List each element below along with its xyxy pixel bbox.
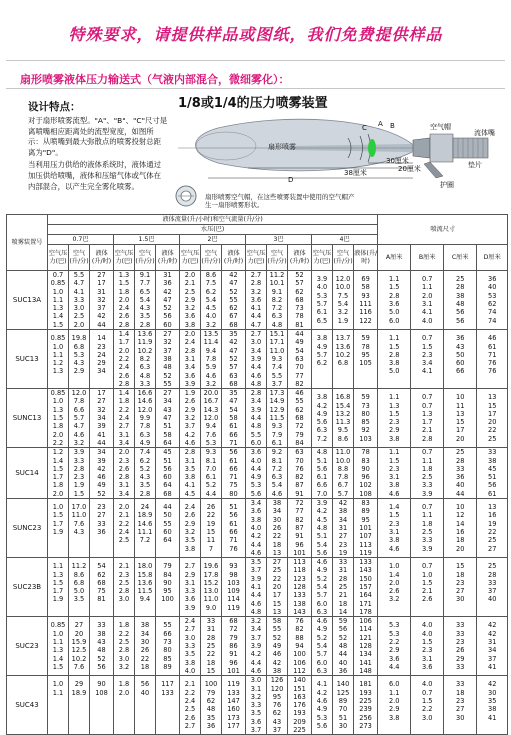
header-spray-column: B厘米	[411, 245, 444, 271]
spray-size-cell: 13 15 17 20 22 25	[477, 389, 508, 448]
header-column: 空气(升/分)	[201, 245, 222, 271]
spray-size-cell: 36 40 53 62 74 74	[477, 271, 508, 330]
spray-size-cell: 5.3 5.3 2.2 2.9 3.6 4.4	[378, 617, 411, 676]
diagram-title: 1/8或1/4的压力喷雾装置	[178, 96, 328, 111]
header-column: 空气(升/分)	[333, 245, 354, 271]
data-cell: 9.2 8.1 7.2 6.3 5.4 4.6	[267, 448, 288, 499]
data-cell: 3.4 3.6 3.8 4.0 4.2 4.4 4.6	[246, 499, 267, 558]
model-cell: SUC14	[7, 448, 48, 499]
performance-table-container	[6, 214, 505, 735]
data-cell: 38 34 30 26 22 18	[135, 617, 156, 676]
data-cell: 1.0 1.1	[48, 676, 69, 735]
spray-size-cell: 25 28 33 36 40 44	[444, 448, 477, 499]
air-cap-caption: 扇形喷雾空气帽，在这些喷雾装置中使用的空气帽产生一扇形喷雾形状。	[205, 193, 355, 209]
data-cell: 31 36 42 47 52 56 60	[156, 271, 180, 330]
model-cell: SUC23	[7, 617, 48, 676]
data-cell: 3.9 4.2 4.5 4.8 5.1 5.4 5.6	[312, 499, 333, 558]
data-cell: 106 114 121 128 134 141 148	[354, 617, 378, 676]
data-cell: 3.5 3.7 3.9 4.1 4.4 4.6 4.8	[246, 558, 267, 617]
data-cell: 4.1 4.2 4.6 4.9 5.3 5.6	[312, 676, 333, 735]
label-distance-20: 20厘米	[398, 165, 421, 173]
data-cell: 1.8 2.0	[114, 676, 135, 735]
table-section-row	[7, 617, 508, 676]
data-cell: 42 38 34 31 27 23 19	[333, 499, 354, 558]
table-section-row	[7, 676, 508, 735]
data-cell: 20.0 16.7 14.3 12.0 9.4 7.6 5.3	[201, 389, 222, 448]
data-cell: 13.5 11.4 9.4 7.8 5.9 4.6 3.2	[201, 330, 222, 389]
data-cell: 44 50 55 60 64	[156, 499, 180, 558]
header-column: 空气压力(巴)	[114, 245, 135, 271]
data-cell: 0.85 1.0 1.1 1.3 1.4 1.5	[48, 617, 69, 676]
air-cap-icon	[172, 184, 202, 208]
performance-table	[6, 214, 508, 735]
spray-size-cell: 33 18 23 27 30	[444, 676, 477, 735]
header-column: 液体(升/时)	[222, 245, 246, 271]
header-column: 空气压力(巴)	[246, 245, 267, 271]
data-cell: 0.85 1.0 1.3 1.5 1.8 2.0 2.2	[48, 389, 69, 448]
data-cell: 38 34 30 26 22 18 13	[267, 499, 288, 558]
header-pressure-group: 3巴	[246, 235, 312, 245]
header-column: 液体(升/时)	[156, 245, 180, 271]
data-cell: 18.0 15.8 13.6 11.5 9.4	[135, 558, 156, 617]
spray-size-cell: 1.1 1.5 2.8 3.6 5.0 6.0	[378, 271, 411, 330]
data-cell: 1.8 2.2 2.5 2.8 3.0 3.2	[114, 617, 135, 676]
model-cell: SUNC23	[7, 499, 48, 558]
data-cell: 58 55 52 49 46 42 38	[267, 617, 288, 676]
spray-size-cell: 1.4 1.5 2.3 3.1 3.8 4.6	[378, 499, 411, 558]
data-cell: 52 57 62 68 73 78 81	[288, 271, 312, 330]
header-water-pressure: 水压(巴)	[48, 225, 378, 235]
spray-size-cell: 46 61 71 76 76	[477, 330, 508, 389]
header-pressure-group: 4巴	[312, 235, 378, 245]
data-cell: 2.1 2.3 2.5 2.8 3.0	[114, 558, 135, 617]
data-cell: 1.3 1.5 1.8 2.0 2.4 2.6 2.8	[114, 271, 135, 330]
table-section-row	[7, 558, 508, 617]
model-cell: SUC13A	[7, 271, 48, 330]
header-pressure-group: 1.5巴	[114, 235, 180, 245]
data-cell: 2.4 2.7 3.0 3.3 3.5 3.8 4.0	[180, 617, 201, 676]
label-b: B	[390, 122, 395, 130]
header-column: 空气(升/分)	[135, 245, 156, 271]
data-cell: 119 133 147 160 173 177	[222, 676, 246, 735]
spray-size-cell: 10 11 13 15 17 20	[444, 389, 477, 448]
label-c: C	[362, 124, 367, 132]
data-cell: 54 62 68 75 81	[90, 558, 114, 617]
spray-size-cell: 6.0 1.1 2.0 2.9 3.8	[378, 676, 411, 735]
data-cell: 14 23 24 29 34	[90, 330, 114, 389]
data-cell: 51 56 61 66 71 76	[222, 499, 246, 558]
table-section-row	[7, 448, 508, 499]
data-cell: 33 38 43 48 52 56	[90, 617, 114, 676]
data-cell: 56 40	[135, 676, 156, 735]
data-cell: 2.0 2.4 2.8 3.1 3.4 3.6 3.9	[180, 330, 201, 389]
data-cell: 2.4 2.6 2.9 3.2 3.5 3.8	[180, 499, 201, 558]
data-cell: 26 22 19 15 11 7	[201, 499, 222, 558]
data-cell: 12.0 10.0 7.5 5.4 3.2 1.9	[333, 271, 354, 330]
data-cell: 35 42 47 52 57 63 68	[222, 330, 246, 389]
data-cell: 2.8 3.1 3.5 3.8 4.1 4.5	[180, 448, 201, 499]
data-cell: 113 118 123 128 133 138 143	[288, 558, 312, 617]
data-cell: 15.1 17.1 11.0 9.3 7.4 5.5 3.7	[267, 330, 288, 389]
spray-size-cell: 0.7 1.1 1.8 2.5 3.3 3.9	[411, 499, 444, 558]
spray-size-cell: 33 33 23 26 29 33	[444, 617, 477, 676]
data-cell: 2.7 3.0 3.4 3.9 4.4 4.6 4.8	[246, 330, 267, 389]
label-nozzle: 流体嘴	[474, 129, 495, 137]
data-cell: 2.1 2.2 2.4 2.5 2.6 2.7	[180, 676, 201, 735]
data-cell: 117 133	[156, 676, 180, 735]
data-cell: 33 31 28 25 22 18 15	[201, 617, 222, 676]
data-cell: 3.9 4.0 5.3 5.7 6.1 6.5	[312, 271, 333, 330]
data-cell: 16.8 15.4 13.2 11.3 9.5 8.6	[333, 389, 354, 448]
spray-size-cell: 25 28 38 48 56 56	[444, 271, 477, 330]
data-cell: 8.6 7.5 6.2 5.4 4.5 4.0 3.2	[201, 271, 222, 330]
spray-size-cell: 0.7 1.5 2.3 3.4 4.1	[411, 330, 444, 389]
banner	[0, 0, 511, 60]
header-column: 液体(升/时)	[288, 245, 312, 271]
data-cell: 78 83 90 96 102 108	[354, 448, 378, 499]
data-cell: 16.6 14.6 12.0 9.9 7.8 6.3 4.9	[135, 389, 156, 448]
data-cell: 1.2 1.4 1.5 1.7 1.8 2.0	[48, 448, 69, 499]
header-spray-column: C厘米	[444, 245, 477, 271]
model-cell: SUC43	[7, 676, 48, 735]
data-cell: 45 51 56 60 64 68	[156, 448, 180, 499]
data-cell: 19.6 17.8 15.2 13.0 11.0 9.0	[201, 558, 222, 617]
data-cell: 3.9 3.3 2.8 2.3 1.9 1.5	[69, 448, 90, 499]
data-cell: 4.8 5.1 5.6 6.1 6.6 7.0	[312, 448, 333, 499]
spray-size-cell: 1.1 1.5 2.3 3.1 3.8 4.6	[378, 448, 411, 499]
data-cell: 140 125 89 70 51 30	[333, 676, 354, 735]
spray-size-cell: 10 12 14 16 18 20	[444, 499, 477, 558]
spray-size-cell: 0.7 0.7 1.3 1.7 2.1 2.8	[411, 389, 444, 448]
data-cell: 126 120 95 76 62 43 37	[267, 676, 288, 735]
features-heading: 设计特点：	[28, 101, 81, 113]
spray-size-cell: 13 16 19 22 25 27	[477, 499, 508, 558]
header-model: 喷雾装置号	[7, 215, 48, 271]
label-air-cap: 空气帽	[430, 123, 451, 131]
data-cell: 34 39 42 46 49 52	[90, 448, 114, 499]
data-cell: 12.0 7.8 6.6 5.7 4.7 4.6 3.2	[69, 389, 90, 448]
data-cell: 83 89 95 101 107 113 119	[354, 499, 378, 558]
data-cell: 2.8 3.4 3.9 4.4 4.8 5.5 6.0	[246, 389, 267, 448]
features-paragraph-2: 当利用压力供给的液体系统时，液体通过加压供给喷嘴，液体和压缩气体或气体在内部混合，以产生完全雾化喷雾。	[28, 160, 162, 191]
data-cell: 56 61 66 71 75 80	[222, 448, 246, 499]
spray-size-cell: 25 28 33 37 40	[477, 558, 508, 617]
data-cell: 1.9 2.6 2.9 3.2 3.7 4.2 4.6	[180, 389, 201, 448]
label-a: A	[378, 120, 383, 128]
label-distance-38: 38厘米	[344, 169, 367, 177]
banner-text: 特殊要求，请提供样品或图纸，我们免费提供样品	[68, 25, 443, 44]
model-cell: SUC13	[7, 330, 48, 389]
data-cell: 2.0 2.3 2.6 2.8 3.1 3.4	[114, 448, 135, 499]
data-cell: 1.1 1.3 1.5 1.7 1.9	[48, 558, 69, 617]
data-cell: 19.8 6.8 5.3 4.3 2.9	[69, 330, 90, 389]
header-pressure-group: 2巴	[180, 235, 246, 245]
data-cell: 72 77 82 87 91 96 101	[288, 499, 312, 558]
data-cell: 55 66 73 80 85 89	[156, 617, 180, 676]
data-cell: 17.3 14.9 12.9 11.5 9.3 7.9 6.1	[267, 389, 288, 448]
header-column: 空气(升/分)	[69, 245, 90, 271]
data-cell: 23 27 33 36	[90, 499, 114, 558]
data-cell: 133 143 150 157 164 171 178	[354, 558, 378, 617]
label-retainer: 护圈	[440, 181, 454, 189]
header-column: 空气压力(巴)	[48, 245, 69, 271]
data-cell: 63 70 76 82 87 91	[288, 448, 312, 499]
data-cell: 79 84 90 95 100	[156, 558, 180, 617]
spray-size-cell: 15 18 23 27 30	[444, 558, 477, 617]
data-cell: 100 79 62 48 35 36	[201, 676, 222, 735]
data-cell: 4.6 4.9 5.2 5.4 5.7 6.0 6.3	[312, 558, 333, 617]
data-cell: 2.0 2.1 2.5 2.9 3.2 3.6 3.8	[180, 271, 201, 330]
spray-size-cell: 36 43 50 60 66	[444, 330, 477, 389]
label-fan: 扇形喷雾	[268, 143, 296, 151]
header-spray-size: 喷流尺寸	[378, 215, 508, 245]
data-cell: 90 108	[90, 676, 114, 735]
data-cell: 59 73 80 85 92 103	[354, 389, 378, 448]
data-cell: 27 32 37 38 48 52 55	[156, 330, 180, 389]
data-cell: 4.6 4.9 5.2 5.4 5.7 6.0 6.3	[312, 617, 333, 676]
data-cell: 5.5 4.7 4.1 3.3 3.0 2.5 2.0	[69, 271, 90, 330]
data-cell: 44 49 54 63 70 77 82	[288, 330, 312, 389]
table-section-row	[7, 271, 508, 330]
model-cell: SUNC13	[7, 389, 48, 448]
data-cell: 0.85 1.0 1.1 1.2 1.3	[48, 330, 69, 389]
spray-size-cell: 1.1 1.3 1.5 2.3 2.9 3.8	[378, 389, 411, 448]
data-cell: 17 27 32 34 39 41 44	[90, 389, 114, 448]
spray-size-cell: 42 42 31 34 37 41	[477, 617, 508, 676]
design-features	[28, 99, 168, 194]
data-cell: 0.7 0.85 1.0 1.1 1.3 1.4 1.5	[48, 271, 69, 330]
table-section-row	[7, 499, 508, 558]
table-section-row	[7, 330, 508, 389]
data-cell: 29 18.9	[69, 676, 90, 735]
data-cell: 27 25 22 20 17 15 13	[267, 558, 288, 617]
data-cell: 2.7 2.8 3.2 3.6 4.1 4.4 4.7	[246, 271, 267, 330]
spray-size-cell: 33 38 45 51 56 61	[477, 448, 508, 499]
data-cell: 140 151 163 176 193 209 225	[288, 676, 312, 735]
divider-section	[6, 88, 505, 89]
header-spray-column: D厘米	[477, 245, 508, 271]
data-cell: 46 55 62 68 72 79 84	[288, 389, 312, 448]
data-cell: 1.4 1.7 2.0 2.2 2.4 2.6 2.8	[114, 330, 135, 389]
data-cell: 9.3 8.1 7.0 6.1 5.2 4.4	[201, 448, 222, 499]
data-cell: 3.2 3.4 3.7 3.9 4.2 4.4 4.6	[246, 617, 267, 676]
data-cell: 24 18.9 14.6 11.1 7.2	[135, 499, 156, 558]
spray-size-cell: 0.7 1.0 1.5 2.1 2.6	[411, 558, 444, 617]
header-column: 液体(升/时)	[354, 245, 378, 271]
data-cell: 11.2 8.6 6.8 5.0 3.5	[69, 558, 90, 617]
spray-size-cell: 4.0 0.7 1.5 2.2 3.0	[411, 676, 444, 735]
data-cell: 3.0 3.1 3.2 3.3 3.5 3.6 3.7	[246, 676, 267, 735]
data-cell: 9.1 7.7 6.5 5.4 4.3 3.5 2.8	[135, 271, 156, 330]
data-cell: 2.0 2.1 2.2 2.4 2.5	[114, 499, 135, 558]
data-cell: 13.7 13.6 10.2 6.8	[333, 330, 354, 389]
data-cell: 11.0 10.0 8.8 7.8 6.7 5.7	[333, 448, 354, 499]
data-cell: 17.0 11.0 7.6 4.3	[69, 499, 90, 558]
data-cell: 69 58 93 111 116 122	[354, 271, 378, 330]
header-pressure-group: 0.7巴	[48, 235, 114, 245]
data-cell: 2.7 2.9 3.1 3.3 3.6 3.9	[180, 558, 201, 617]
data-cell: 27 17 31 32 37 42 44	[90, 271, 114, 330]
data-cell: 13.6 11.9 10.2 8.2 6.3 4.8 3.3	[135, 330, 156, 389]
spray-size-cell: 0.7 1.1 2.0 3.1 4.1 4.0	[411, 271, 444, 330]
spray-size-cell: 42 30 35 38 41	[477, 676, 508, 735]
data-cell: 3.8 4.9 5.7 6.2	[312, 330, 333, 389]
spray-size-cell: 1.0 1.4 2.0 2.6 3.2	[378, 558, 411, 617]
data-cell: 68 72 79 86 91 96 101	[222, 617, 246, 676]
data-cell: 1.0 1.5 1.7 1.9	[48, 499, 69, 558]
spray-size-cell: 0.7 1.1 1.8 2.5 3.3 3.9	[411, 448, 444, 499]
features-paragraph-1: 对于扇形喷雾流型。"A"、"B"、"C"尺寸是离喷嘴相应距离处的流型宽度，如图所示：从喷嘴到最大弥散点的喷雾投射总距离为"D"。	[28, 116, 168, 157]
label-d: D	[288, 176, 294, 184]
label-distance-30: 30厘米	[386, 157, 409, 165]
data-cell: 1.4 1.8 2.2 2.4 2.7 3.1 3.4	[114, 389, 135, 448]
table-section-row	[7, 389, 508, 448]
spray-size-cell: 1.1 1.5 2.8 3.8 5.0	[378, 330, 411, 389]
spray-size-cell: 4.0 4.0 1.5 2.3 3.1 3.6	[411, 617, 444, 676]
label-gasket: 垫片	[468, 161, 482, 169]
model-cell: SUC23B	[7, 558, 48, 617]
data-cell: 27 34 43 47 51 58 64	[156, 389, 180, 448]
data-cell: 181 193 225 239 256 273	[354, 676, 378, 735]
data-cell: 27 20 15.9 12.5 10.2 7.6	[69, 617, 90, 676]
data-cell: 76 82 88 94 100 106 112	[288, 617, 312, 676]
data-cell: 33 31 28 25 21 18 14	[333, 558, 354, 617]
data-cell: 35 47 54 58 61 66 71	[222, 389, 246, 448]
data-cell: 59 78 95 105	[354, 330, 378, 389]
data-cell: 7.4 6.2 5.2 4.3 3.5 2.8	[135, 448, 156, 499]
header-column: 空气压力(巴)	[180, 245, 201, 271]
header-spray-column: A厘米	[378, 245, 411, 271]
data-cell: 11.2 10.1 9.1 8.2 7.2 6.3 4.8	[267, 271, 288, 330]
data-cell: 42 47 52 55 62 67 68	[222, 271, 246, 330]
data-cell: 3.8 4.2 4.9 5.6 6.3 7.2	[312, 389, 333, 448]
section-title: 扇形喷雾液体压力输送式（气液内部混合，微细雾化）：	[20, 73, 290, 86]
header-column: 空气压力(巴)	[312, 245, 333, 271]
data-cell: 59 56 52 48 44 40 36	[333, 617, 354, 676]
data-cell: 3.6 4.0 4.4 4.9 5.3 5.6	[246, 448, 267, 499]
header-column: 液体(升/时)	[90, 245, 114, 271]
header-column: 空气(升/分)	[267, 245, 288, 271]
header-flow: 液体流量(升/小时)和空气流量(升/分)	[48, 215, 378, 225]
data-cell: 93 98 103 109 114 119	[222, 558, 246, 617]
divider-top	[6, 60, 505, 61]
